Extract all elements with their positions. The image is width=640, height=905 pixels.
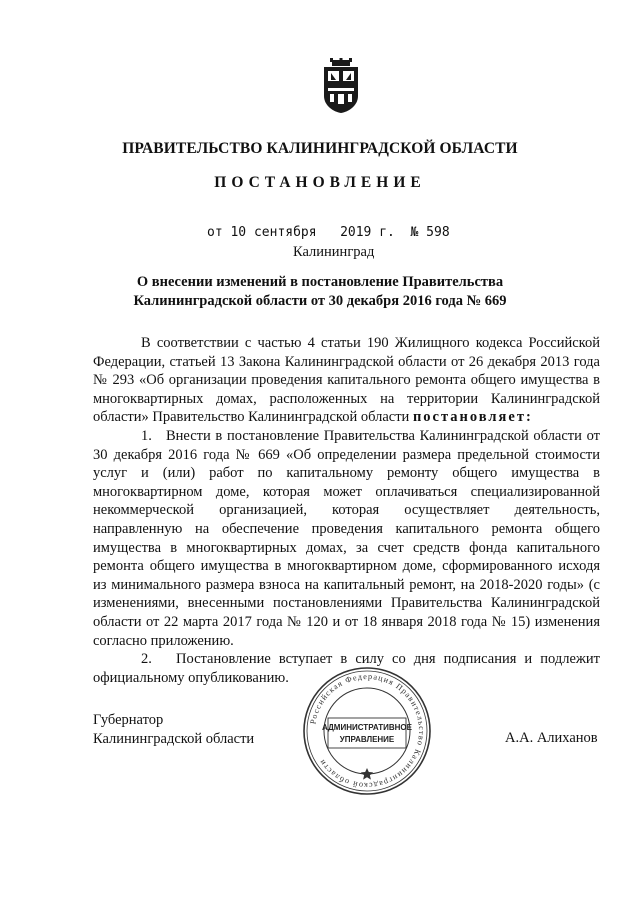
date-month: сентября bbox=[253, 225, 317, 240]
seal-ring-text: Российская Федерация Правительство Калининградской области bbox=[308, 671, 427, 791]
coat-of-arms-icon bbox=[318, 58, 364, 114]
signatory-title: Губернатор bbox=[93, 712, 164, 728]
subject-line: О внесении изменений в постановление Правительства bbox=[136, 274, 504, 290]
seal-inner-line: УПРАВЛЕНИЕ bbox=[339, 735, 395, 744]
resolves-punct: : bbox=[525, 409, 533, 426]
seal-star-icon bbox=[361, 768, 373, 780]
date-prefix: от bbox=[207, 225, 223, 240]
document-body bbox=[93, 334, 604, 687]
signatory-position bbox=[93, 711, 254, 749]
document-type: ПОСТАНОВЛЕНИЕ bbox=[214, 174, 426, 191]
document-subject bbox=[0, 273, 640, 311]
government-title: ПРАВИТЕЛЬСТВО КАЛИНИНГРАДСКОЙ ОБЛАСТИ bbox=[122, 140, 518, 157]
list-item: 1. Внести в постановление Правительства Калининградской области от 30 декабря 2016 года № 669 «Об определении размера предельной стоимости услуг и (или) работ по капитальному ремонту общего имущества в многоквартирном доме, которая может оплачиваться специализированной некоммерческой организацией, которая осуществляет деятельность, направленную на обеспечение проведения капитального ремонта общего имущества в многоквартирных домах, за счет средств фонда капитального ремонта общего имущества в многоквартирном доме, сформированного исходя из минимального размера взноса на капитальный ремонт, на 2018-2020 годы» (с изменениями, внесенными постановлениями Правительства Калининградской области от 22 марта 2017 года № 120 и от 18 января 2018 года № 15) изменения согласно приложению. bbox=[93, 427, 604, 649]
signatory-region: Калининградской области bbox=[93, 731, 255, 747]
list-item: 2. Постановление вступает в силу со дня подписания и подлежит официальному опубликованию. bbox=[93, 651, 604, 686]
dateline bbox=[207, 225, 450, 240]
signatory-name: А.А. Алиханов bbox=[505, 730, 598, 746]
seal-inner-line: АДМИНИСТРАТИВНОЕ bbox=[322, 723, 412, 732]
resolves-word: постановляет bbox=[412, 409, 526, 426]
city: Калининград bbox=[293, 244, 375, 260]
official-seal-icon bbox=[302, 666, 432, 796]
date-year: 2019 г. bbox=[340, 225, 395, 240]
preamble-paragraph bbox=[93, 334, 600, 427]
subject-line: Калининградской области от 30 декабря 2016 года № 669 bbox=[133, 293, 507, 309]
preamble-text: В соответствии с частью 4 статьи 190 Жилищного кодекса Российской Федерации, статьей 13 Закона Калининградской области от 26 декабря 2013 года № 293 «Об организации проведения капитального ремонта общего имущества в многоквартирных домах, расположенных на территории Калининградской области» Правительство Калининградской области bbox=[93, 335, 600, 426]
date-day: 10 bbox=[230, 225, 247, 240]
document-number: № 598 bbox=[410, 225, 450, 240]
